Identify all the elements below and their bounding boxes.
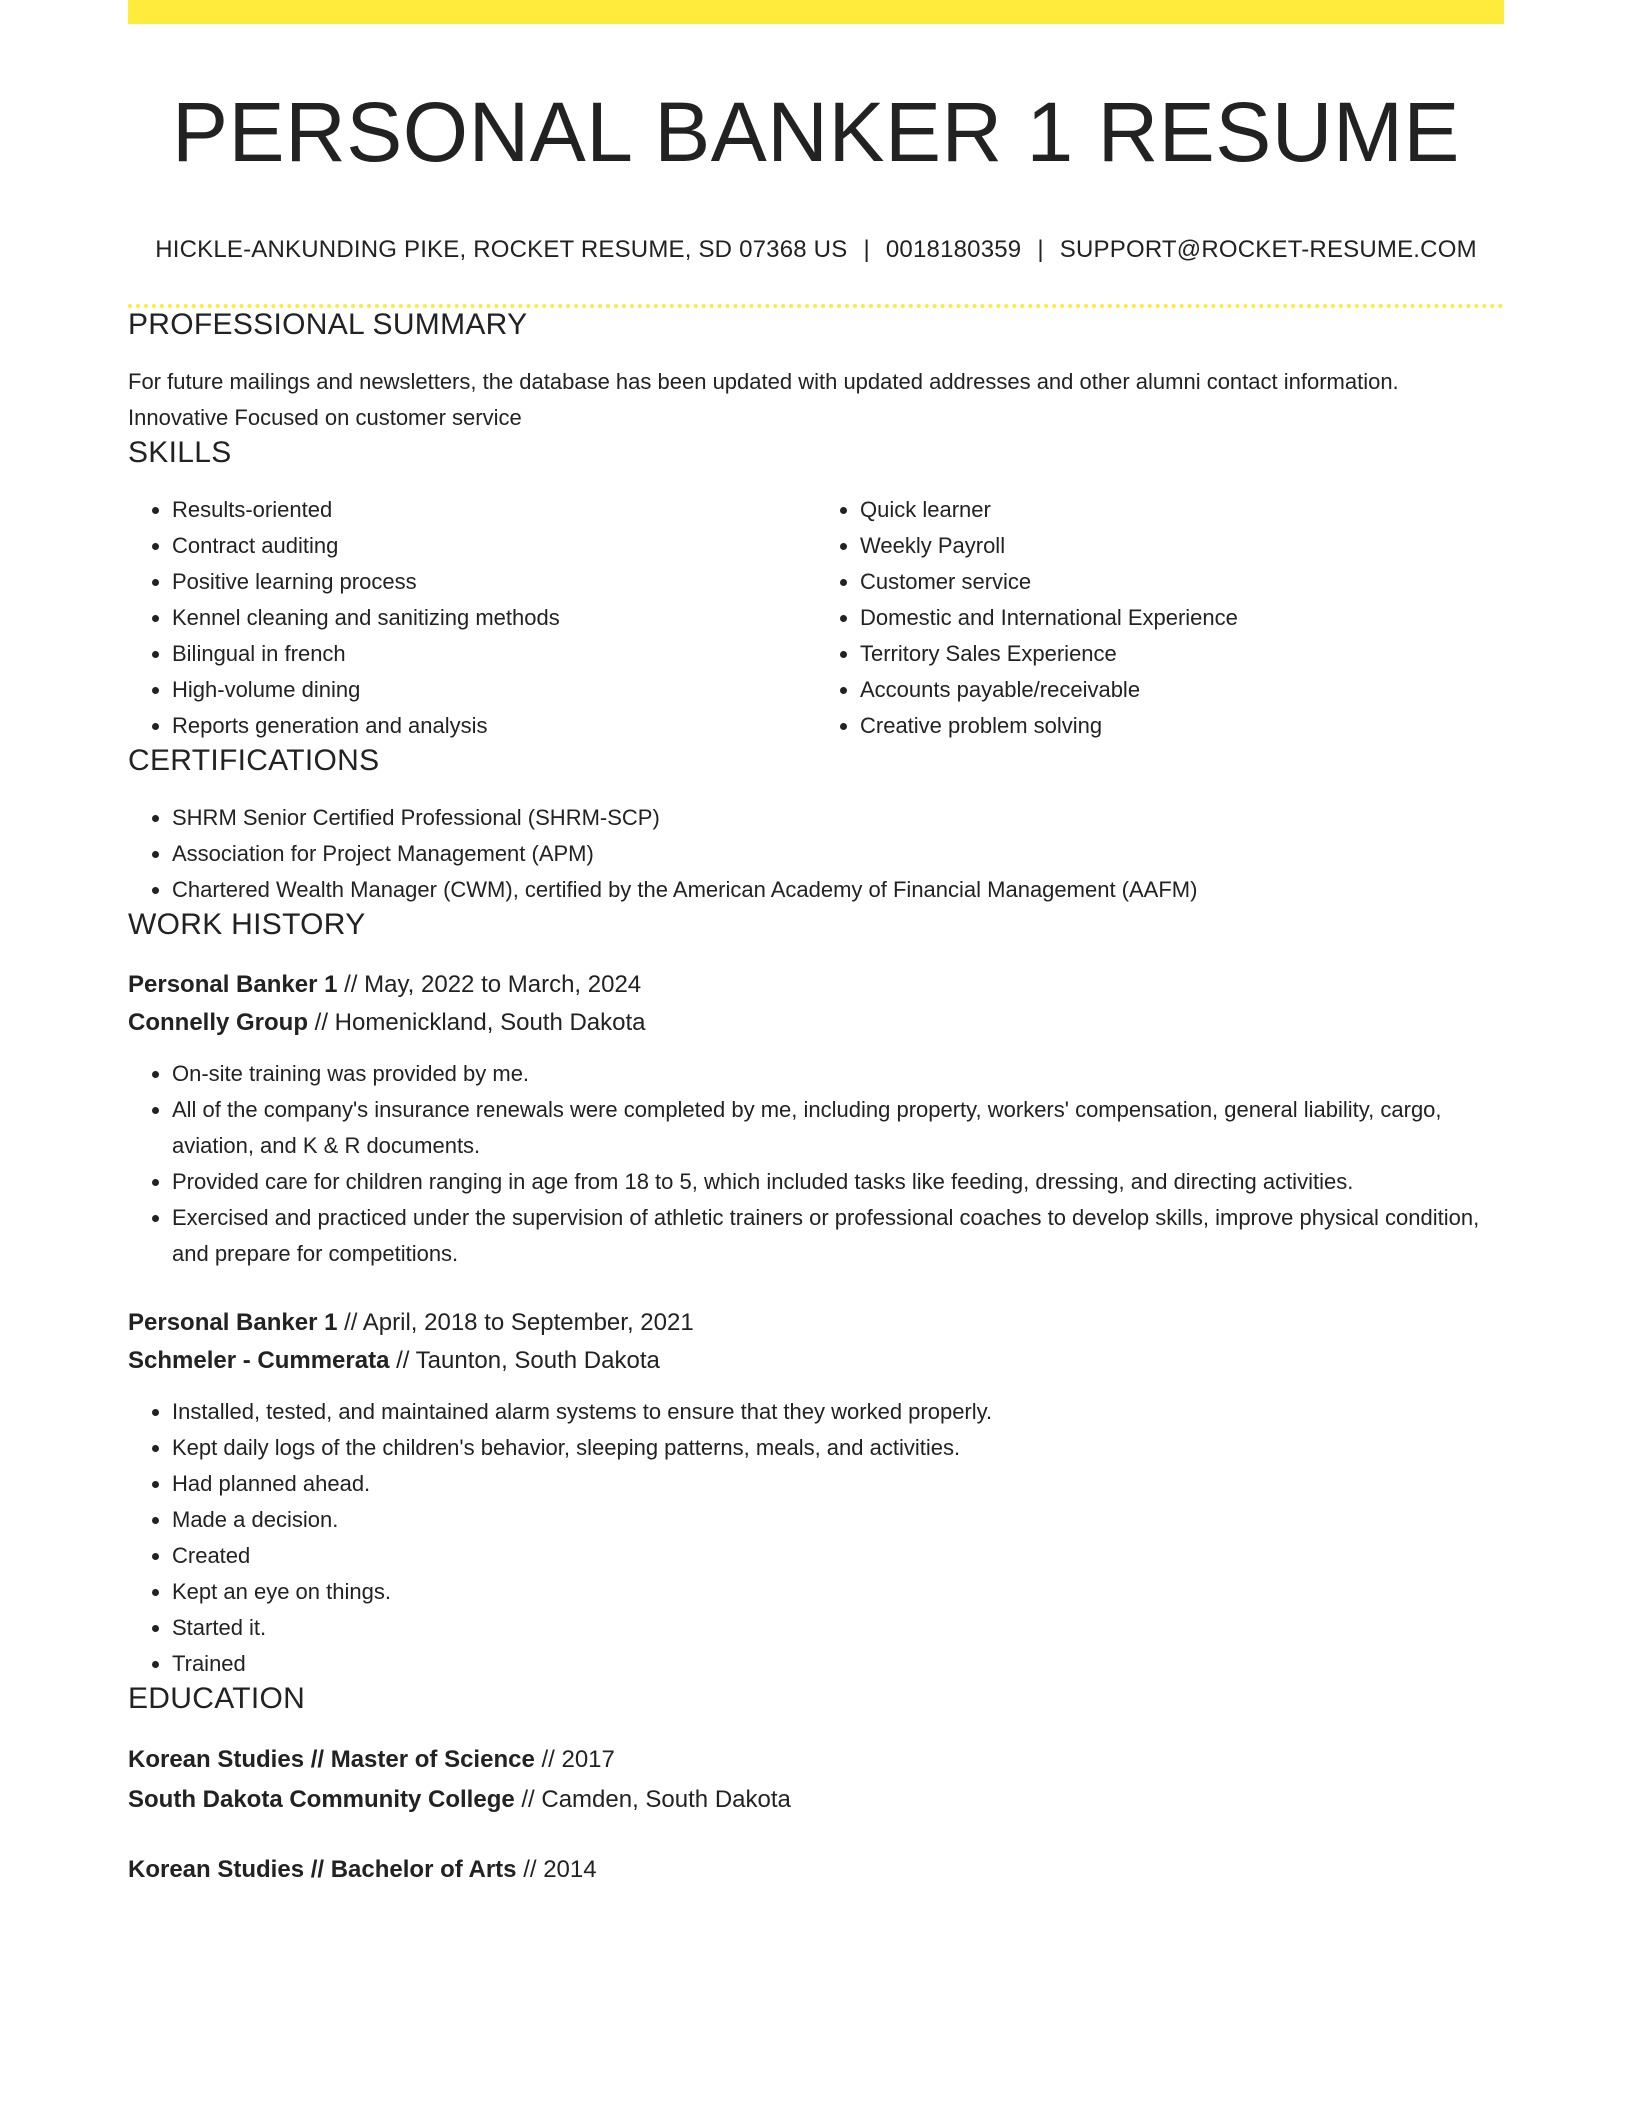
summary-text: For future mailings and newsletters, the database has been updated with updated addresses and other alumni contact information. Innovative Focused on customer service bbox=[128, 369, 1399, 431]
certifications-list bbox=[128, 800, 1504, 908]
contact-phone: 0018180359 bbox=[885, 236, 1022, 264]
job-duties-list bbox=[128, 1056, 1504, 1272]
job-company: Schmeler - Cummerata bbox=[128, 1347, 390, 1375]
skill-item: • Accounts payable/receivable bbox=[860, 672, 1504, 708]
job-location: // Taunton, South Dakota bbox=[389, 1347, 660, 1375]
skill-item: • Positive learning process bbox=[172, 564, 816, 600]
skills-columns bbox=[128, 492, 1504, 744]
job-duty: • Kept daily logs of the children's behavior, sleeping patterns, meals, and activities. bbox=[172, 1430, 1504, 1466]
education-heading: EDUCATION bbox=[128, 1682, 306, 1716]
skills-list-left bbox=[128, 492, 816, 744]
skills-heading: SKILLS bbox=[128, 436, 232, 470]
contact-separator: | bbox=[863, 236, 870, 264]
job-duty: • Started it. bbox=[172, 1610, 1504, 1646]
job-duty: • Created bbox=[172, 1538, 1504, 1574]
education-year: // 2017 bbox=[534, 1746, 615, 1774]
job-duty: • Had planned ahead. bbox=[172, 1466, 1504, 1502]
education-degree: Korean Studies // Master of Science bbox=[128, 1746, 535, 1774]
skill-item: • Contract auditing bbox=[172, 528, 816, 564]
job-company-line bbox=[128, 1004, 1504, 1042]
job-header bbox=[128, 966, 1504, 1042]
education-school-line bbox=[128, 1780, 1504, 1820]
job-header bbox=[128, 1304, 1504, 1380]
skills-list-right bbox=[816, 492, 1504, 744]
skill-item: • Customer service bbox=[860, 564, 1504, 600]
job-duty: • Kept an eye on things. bbox=[172, 1574, 1504, 1610]
education-entry bbox=[128, 1850, 1504, 1890]
job-title: Personal Banker 1 bbox=[128, 1309, 338, 1337]
job-duty: • Exercised and practiced under the supervision of athletic trainers or professional coaches to develop skills, improve physical condition, and prepare for competitions. bbox=[172, 1200, 1504, 1272]
contact-line bbox=[128, 236, 1504, 264]
job-title: Personal Banker 1 bbox=[128, 971, 338, 999]
education-degree: Korean Studies // Bachelor of Arts bbox=[128, 1856, 517, 1884]
job-dates: // April, 2018 to September, 2021 bbox=[337, 1309, 694, 1337]
skill-item: • Weekly Payroll bbox=[860, 528, 1504, 564]
job-duties-list bbox=[128, 1394, 1504, 1682]
job-title-line bbox=[128, 1304, 1504, 1342]
skill-item: • Creative problem solving bbox=[860, 708, 1504, 744]
job-duty: • Installed, tested, and maintained alarm systems to ensure that they worked properly. bbox=[172, 1394, 1504, 1430]
education-year: // 2014 bbox=[516, 1856, 597, 1884]
job-title-line bbox=[128, 966, 1504, 1004]
summary-heading: PROFESSIONAL SUMMARY bbox=[128, 308, 528, 342]
certifications-heading: CERTIFICATIONS bbox=[128, 744, 380, 778]
skill-item: • Domestic and International Experience bbox=[860, 600, 1504, 636]
job-duty: • All of the company's insurance renewals were completed by me, including property, workers' compensation, general liability, cargo, aviation, and K & R documents. bbox=[172, 1092, 1504, 1164]
job-dates: // May, 2022 to March, 2024 bbox=[337, 971, 642, 999]
contact-separator: | bbox=[1037, 236, 1044, 264]
job-location: // Homenickland, South Dakota bbox=[308, 1009, 646, 1037]
skill-item: • Reports generation and analysis bbox=[172, 708, 816, 744]
accent-top-bar bbox=[128, 0, 1504, 24]
job-company-line bbox=[128, 1342, 1504, 1380]
certification-item: • SHRM Senior Certified Professional (SHRM-SCP) bbox=[172, 800, 1504, 836]
work-history-heading: WORK HISTORY bbox=[128, 908, 366, 942]
certification-item: • Chartered Wealth Manager (CWM), certified by the American Academy of Financial Management (AAFM) bbox=[172, 872, 1504, 908]
job-company: Connelly Group bbox=[128, 1009, 308, 1037]
contact-address: HICKLE-ANKUNDING PIKE, ROCKET RESUME, SD 07368 US bbox=[155, 236, 848, 264]
education-school: South Dakota Community College bbox=[128, 1786, 515, 1814]
education-degree-line bbox=[128, 1740, 1504, 1780]
contact-email: SUPPORT@ROCKET-RESUME.COM bbox=[1059, 236, 1477, 264]
resume-page bbox=[128, 0, 1504, 1890]
job-duty: • Made a decision. bbox=[172, 1502, 1504, 1538]
skill-item: • High-volume dining bbox=[172, 672, 816, 708]
skill-item: • Bilingual in french bbox=[172, 636, 816, 672]
skill-item: • Results-oriented bbox=[172, 492, 816, 528]
skill-item: • Quick learner bbox=[860, 492, 1504, 528]
skill-item: • Kennel cleaning and sanitizing methods bbox=[172, 600, 816, 636]
resume-title: PERSONAL BANKER 1 RESUME bbox=[172, 85, 1460, 179]
education-location: // Camden, South Dakota bbox=[514, 1786, 791, 1814]
job-duty: • On-site training was provided by me. bbox=[172, 1056, 1504, 1092]
job-duty: • Trained bbox=[172, 1646, 1504, 1682]
education-entry bbox=[128, 1740, 1504, 1820]
job-duty: • Provided care for children ranging in age from 18 to 5, which included tasks like feeding, dressing, and directing activities. bbox=[172, 1164, 1504, 1200]
education-degree-line bbox=[128, 1850, 1504, 1890]
skill-item: • Territory Sales Experience bbox=[860, 636, 1504, 672]
certification-item: • Association for Project Management (APM) bbox=[172, 836, 1504, 872]
